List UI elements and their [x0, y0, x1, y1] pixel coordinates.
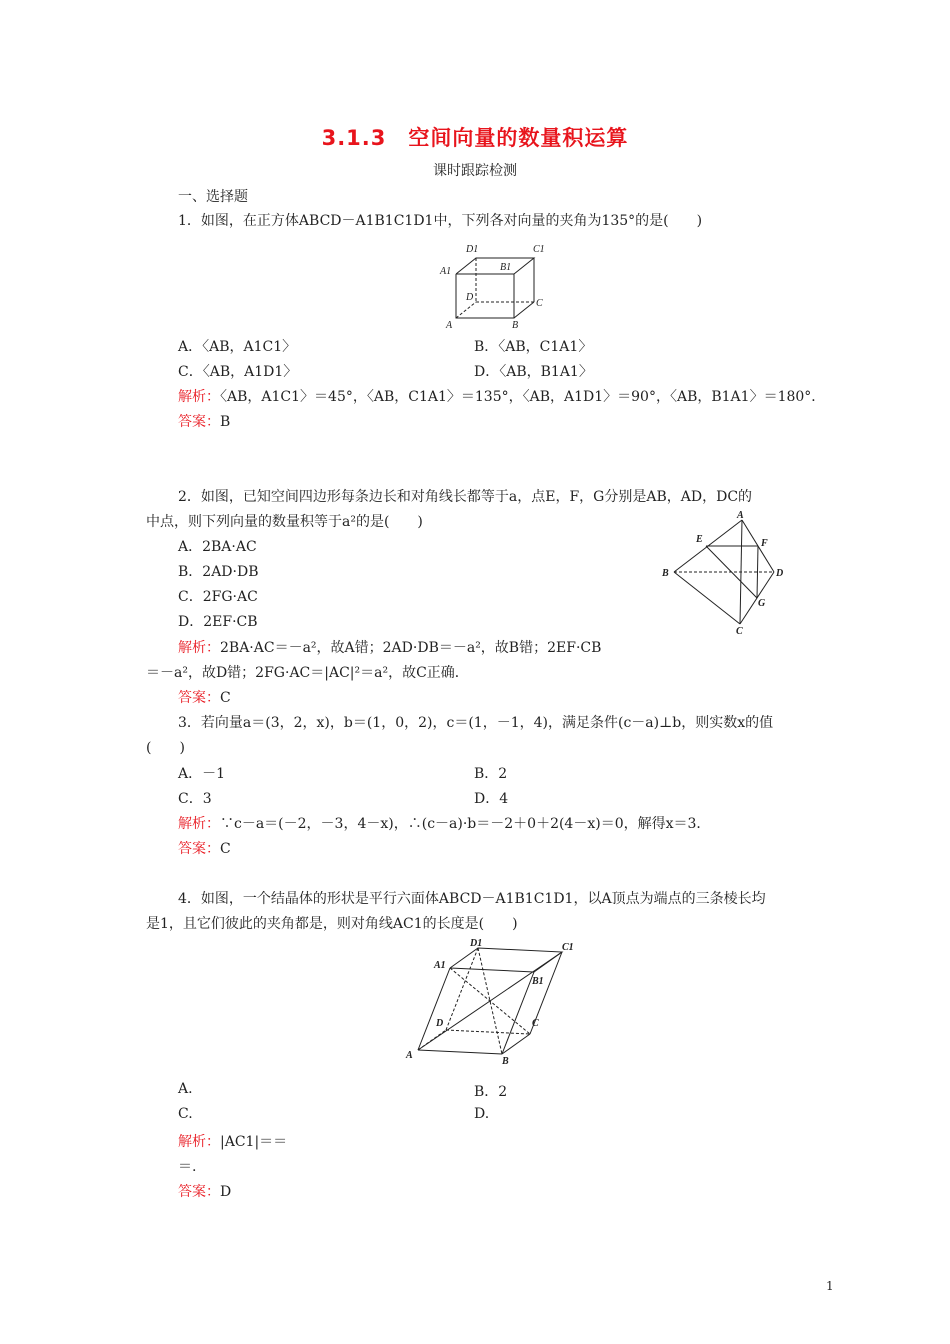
q4-label-a: A [406, 1050, 413, 1061]
q4-stem-line2: 是1，且它们彼此的夹角都是，则对角线AC1的长度是( ) [146, 916, 518, 932]
q2-label-e: E [696, 534, 703, 545]
q1-analysis [178, 386, 825, 406]
q3-option-d: D．4 [474, 791, 509, 807]
q2-label-b: B [662, 568, 669, 579]
q1-answer-label: 答案： [178, 414, 220, 430]
q3-stem-line2: ( ) [146, 740, 185, 756]
q1-label-b: B [512, 320, 519, 331]
q2-answer-value: C [220, 690, 231, 706]
q4-label-b1: B1 [532, 976, 544, 987]
q2-label-d: D [776, 568, 784, 579]
q3-answer-label: 答案： [178, 841, 220, 857]
q2-option-c: C．2FG·AC [178, 589, 258, 605]
q4-label-b: B [502, 1056, 509, 1066]
q2-stem-line1: 2．如图，已知空间四边形每条边长和对角线长都等于a，点E，F，G分别是AB，AD，DC的 [178, 489, 753, 505]
q4-option-d: D. [474, 1106, 490, 1122]
q4-answer [178, 1181, 231, 1201]
q4-option-c: C. [178, 1106, 193, 1122]
q1-answer [178, 411, 230, 431]
q4-label-c: C [532, 1018, 539, 1029]
q2-answer-label: 答案： [178, 690, 220, 706]
page-subtitle: 课时跟踪检测 [433, 163, 517, 179]
q4-analysis-line2: ＝. [178, 1159, 197, 1175]
q1-option-a: A．〈AB，A1C1〉 [178, 339, 297, 355]
q1-label-a1: A1 [440, 266, 452, 277]
q4-label-c1: C1 [562, 942, 574, 953]
q1-analysis-label: 解析： [178, 389, 220, 405]
q4-label-d1: D1 [470, 938, 483, 949]
q1-label-c1: C1 [533, 244, 545, 255]
q1-answer-value: B [220, 414, 231, 430]
q4-answer-label: 答案： [178, 1184, 220, 1200]
q4-parallelepiped-figure [400, 938, 590, 1066]
q1-analysis-text: 〈AB，A1C1〉＝45°，〈AB，C1A1〉＝135°，〈AB，A1D1〉＝90°，〈AB，B1A1〉＝180°． [220, 389, 826, 405]
q3-option-a: A．－1 [178, 766, 226, 782]
q2-analysis-line1 [178, 637, 601, 657]
q2-option-b: B．2AD·DB [178, 564, 259, 580]
q1-option-b: B．〈AB，C1A1〉 [474, 339, 593, 355]
q4-answer-value: D [220, 1184, 232, 1200]
page-number: 1 [826, 1279, 834, 1293]
q3-option-b: B．2 [474, 766, 508, 782]
q1-label-c: C [536, 298, 543, 309]
q2-label-f: F [761, 538, 768, 549]
q4-label-d: D [436, 1018, 444, 1029]
q4-analysis-label: 解析： [178, 1134, 220, 1150]
page-title: 3.1.3 空间向量的数量积运算 [321, 126, 629, 150]
q4-option-a: A. [178, 1081, 193, 1097]
q3-stem-line1: 3．若向量a＝(3，2，x)，b＝(1，0，2)，c＝(1，－1，4)，满足条件(c－a)⊥b，则实数x的值 [178, 715, 774, 731]
q2-label-c: C [736, 626, 743, 636]
q2-analysis-label: 解析： [178, 640, 220, 656]
q3-analysis-text: ∵c－a＝(－2，－3，4－x)，∴(c－a)·b＝－2＋0＋2(4－x)＝0，解得x＝3． [220, 816, 711, 832]
q3-analysis [178, 813, 710, 833]
q4-option-b: B．2 [474, 1084, 508, 1100]
q1-label-a: A [446, 320, 453, 331]
q4-label-a1: A1 [434, 960, 446, 971]
q3-answer [178, 838, 231, 858]
q3-answer-value: C [220, 841, 231, 857]
q2-stem-line2: 中点，则下列向量的数量积等于a²的是( ) [146, 514, 423, 530]
q2-label-a: A [737, 510, 744, 521]
q1-stem: 1．如图，在正方体ABCD－A1B1C1D1中，下列各对向量的夹角为135°的是( ) [178, 213, 703, 229]
q1-option-d: D．〈AB，B1A1〉 [474, 364, 593, 380]
q2-analysis-text1: 2BA·AC＝－a²，故A错；2AD·DB＝－a²，故B错；2EF·CB [220, 640, 602, 656]
q2-analysis-line2: ＝－a²，故D错；2FG·AC＝|AC|²＝a²，故C正确． [146, 665, 469, 681]
q2-option-d: D．2EF·CB [178, 614, 258, 630]
q1-option-c: C．〈AB，A1D1〉 [178, 364, 298, 380]
q1-cube-figure [430, 228, 550, 332]
q2-answer [178, 687, 231, 707]
q1-label-b1: B1 [500, 262, 512, 273]
q2-option-a: A．2BA·AC [178, 539, 257, 555]
q4-analysis-line1 [178, 1131, 287, 1151]
q3-option-c: C．3 [178, 791, 212, 807]
q1-label-d1: D1 [466, 244, 479, 255]
q2-tetrahedron-figure [652, 510, 802, 636]
q2-label-g: G [758, 598, 766, 609]
q4-stem-line1: 4．如图，一个结晶体的形状是平行六面体ABCD－A1B1C1D1，以A顶点为端点的三条棱长均 [178, 891, 766, 907]
q3-analysis-label: 解析： [178, 816, 220, 832]
q4-analysis-text1: |AC1|＝＝ [220, 1134, 288, 1150]
q1-label-d: D [466, 292, 474, 303]
section-heading: 一、选择题 [178, 189, 248, 205]
